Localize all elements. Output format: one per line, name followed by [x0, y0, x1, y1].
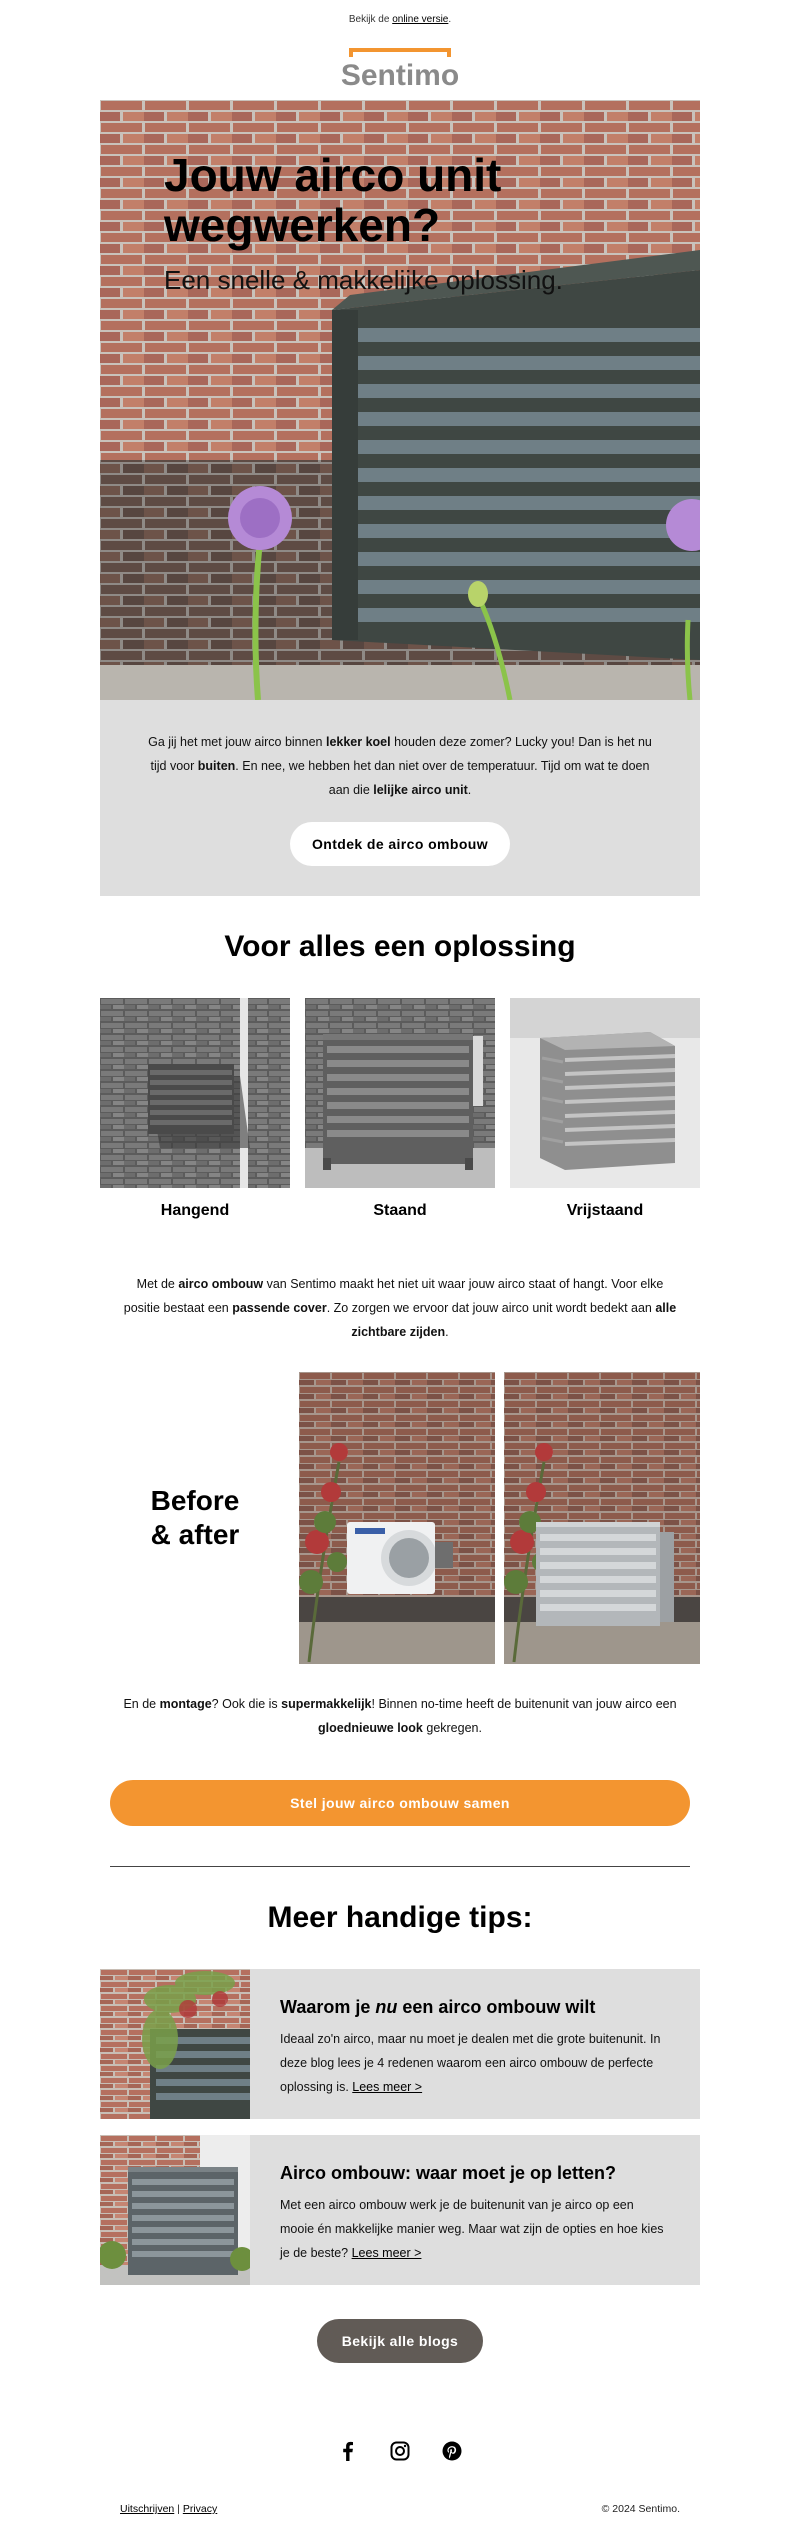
- ombouw-bold: airco ombouw: [178, 1277, 264, 1291]
- solution-label: Staand: [373, 1202, 427, 1219]
- ombouw-text: [120, 1272, 680, 1344]
- solution-label: Vrijstaand: [566, 1202, 644, 1219]
- sentimo-logo: [335, 47, 465, 93]
- intro-bold: buiten: [197, 759, 236, 773]
- configure-ombouw-button[interactable]: Stel jouw airco ombouw samen: [110, 1780, 690, 1826]
- intro-text-part: Ga jij het met jouw airco binnen: [148, 735, 326, 749]
- instagram-icon[interactable]: [390, 2441, 410, 2461]
- hangend-image: [100, 998, 290, 1188]
- spacer: [0, 1226, 800, 1272]
- pinterest-icon[interactable]: [442, 2441, 462, 2461]
- after-label: & after: [150, 1519, 240, 1550]
- hero-title: Jouw airco unit wegwerken?: [164, 149, 502, 251]
- ombouw-bold: alle zichtbare zijden: [351, 1301, 677, 1339]
- before-label: Before: [150, 1485, 240, 1516]
- social-links: [0, 2441, 800, 2465]
- intro-block: [100, 700, 700, 896]
- footer-links: [120, 2503, 217, 2515]
- discover-button[interactable]: Ontdek de airco ombouw: [290, 822, 510, 866]
- unsubscribe-link[interactable]: Uitschrijven: [120, 2503, 175, 2515]
- all-blogs-button[interactable]: Bekijk alle blogs: [317, 2319, 483, 2363]
- tip-title-emphasis: nu: [375, 1997, 398, 2017]
- after-image: [504, 1372, 700, 1664]
- spacer: [0, 2465, 800, 2503]
- tip-text-1: [280, 2027, 670, 2099]
- tip-body-1: [250, 1969, 700, 2119]
- solutions-grid: [100, 998, 700, 1226]
- spacer: [0, 1344, 800, 1372]
- montage-text-part: gekregen.: [422, 1721, 482, 1735]
- hero-text: [164, 150, 644, 296]
- footer-separator: |: [174, 2503, 183, 2515]
- tip-title-2[interactable]: [280, 2161, 670, 2185]
- spacer: [0, 1664, 800, 1692]
- vrijstaand-image: [510, 998, 700, 1188]
- solution-label: Hangend: [160, 1202, 230, 1219]
- montage-text-part: En de: [123, 1697, 160, 1711]
- preheader: [0, 0, 800, 40]
- preheader-prefix: Bekijk de: [348, 14, 390, 25]
- privacy-link[interactable]: Privacy: [182, 2503, 218, 2515]
- intro-text: [140, 730, 660, 802]
- tip-title-part: Airco ombouw: waar moet je op letten?: [280, 2163, 617, 2183]
- tip-image-2: [100, 2135, 250, 2285]
- solutions-title: Voor alles een oplossing: [224, 930, 576, 963]
- read-more-link[interactable]: Lees meer >: [351, 2246, 422, 2260]
- facebook-icon[interactable]: [338, 2441, 358, 2461]
- montage-bold: montage: [159, 1697, 212, 1711]
- before-after-heading: [100, 1484, 290, 1552]
- intro-text-part: houden deze zomer? Lucky you! Dan is het nu tijd voor: [150, 735, 652, 773]
- tip-description: Met een airco ombouw werk je de buitenunit van je airco op een mooie én makkelijke manier weg. Maar wat zijn de opties en hoe kies je de beste?: [280, 2198, 664, 2260]
- montage-bold: gloednieuwe look: [318, 1721, 423, 1735]
- tip-title-part: een airco ombouw wilt: [397, 1997, 596, 2017]
- tip-body-2: [250, 2135, 700, 2285]
- montage-bold: supermakkelijk: [281, 1697, 372, 1711]
- preheader-suffix: .: [448, 14, 452, 25]
- footer: [120, 2503, 680, 2515]
- tip-card-1[interactable]: [100, 1969, 700, 2119]
- spacer: [0, 1740, 800, 1780]
- montage-text-part: ? Ook die is: [211, 1697, 282, 1711]
- spacer: [0, 2363, 800, 2441]
- before-after-section: [100, 1372, 700, 1664]
- spacer: [0, 2119, 800, 2135]
- montage-text: [120, 1692, 680, 1740]
- spacer: [0, 1826, 800, 1866]
- copyright: © 2024 Sentimo.: [601, 2503, 680, 2515]
- read-more-link[interactable]: Lees meer >: [352, 2080, 423, 2094]
- montage-text-part: ! Binnen no-time heeft de buitenunit van jouw airco een: [371, 1697, 677, 1711]
- ombouw-text-part: .: [445, 1325, 449, 1339]
- tips-title: Meer handige tips:: [267, 1901, 533, 1934]
- tip-card-2[interactable]: [100, 2135, 700, 2285]
- ombouw-bold: passende cover: [232, 1301, 327, 1315]
- tip-image-1: [100, 1969, 250, 2119]
- intro-text-part: . En nee, we hebben het dan niet over de temperatuur. Tijd om wat te doen aan die: [235, 759, 650, 797]
- solution-hangend[interactable]: [100, 998, 290, 1226]
- solution-staand[interactable]: [305, 998, 495, 1226]
- logo[interactable]: [0, 40, 800, 100]
- hero-subtitle: Een snelle & makkelijke oplossing.: [164, 265, 563, 295]
- hero-banner[interactable]: [100, 100, 700, 700]
- tip-title-part: Waarom je: [280, 1997, 376, 2017]
- logo-wordmark: Sentimo: [340, 59, 460, 92]
- ombouw-text-part: . Zo zorgen we ervoor dat jouw airco unit wordt bedekt aan: [326, 1301, 656, 1315]
- intro-text-part: .: [467, 783, 472, 797]
- ombouw-text-part: van Sentimo maakt het niet uit waar jouw airco staat of hangt. Voor elke positie bestaat een: [123, 1277, 664, 1315]
- tip-title-1[interactable]: [280, 1995, 670, 2019]
- intro-bold: lelijke airco unit: [373, 783, 468, 797]
- ombouw-text-part: Met de: [136, 1277, 179, 1291]
- before-image: [299, 1372, 495, 1664]
- solution-vrijstaand[interactable]: [510, 998, 700, 1226]
- intro-bold: lekker koel: [325, 735, 391, 749]
- spacer: [0, 2285, 800, 2319]
- tip-text-2: [280, 2193, 670, 2265]
- online-version-link[interactable]: online versie: [392, 14, 449, 25]
- tip-description: Ideaal zo'n airco, maar nu moet je dealen met die grote buitenunit. In deze blog lees je 4 redenen waarom een airco ombouw de perfecte oplossing is.: [280, 2032, 661, 2094]
- staand-image: [305, 998, 495, 1188]
